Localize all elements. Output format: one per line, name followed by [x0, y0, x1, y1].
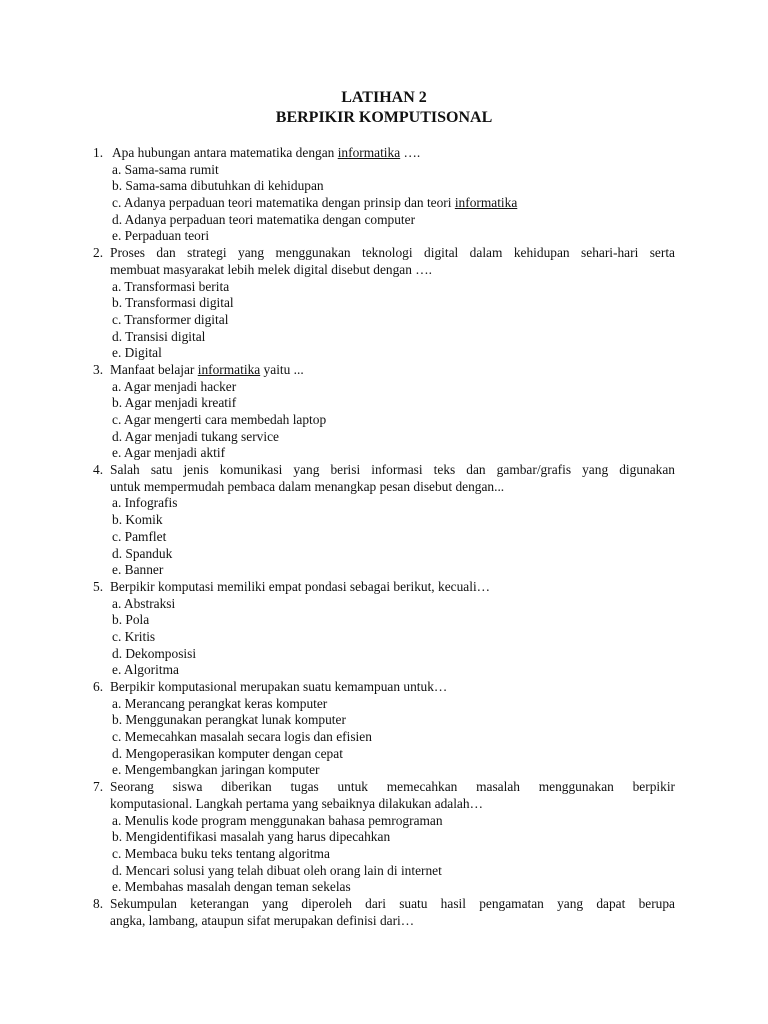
text-segment: a. Transformasi berita — [112, 278, 230, 294]
answer-option — [93, 395, 675, 412]
question-list — [93, 145, 675, 929]
text-segment: c. Adanya perpaduan teori matematika dengan prinsip dan teori — [112, 195, 455, 211]
question-text — [93, 245, 675, 262]
text-segment: d. Transisi digital — [112, 328, 206, 344]
question-number: 5. — [93, 578, 104, 594]
answer-option — [93, 712, 675, 729]
text-segment: c. Kritis — [112, 628, 156, 644]
question-number: 2. — [93, 245, 104, 261]
answer-option — [93, 162, 675, 179]
text-segment: b. Mengidentifikasi masalah yang harus dipecahkan — [112, 829, 391, 845]
answer-option — [93, 546, 675, 563]
question-text-content — [110, 462, 675, 479]
text-segment: e. Algoritma — [112, 662, 179, 678]
text-segment: a. Merancang perangkat keras komputer — [112, 695, 328, 711]
text-segment: c. Pamflet — [112, 528, 167, 544]
answer-option — [93, 212, 675, 229]
answer-option — [93, 646, 675, 663]
answer-option — [93, 529, 675, 546]
question-text-continued — [93, 796, 675, 813]
answer-option — [93, 662, 675, 679]
text-segment: untuk mempermudah pembaca dalam menangkap pesan disebut dengan... — [110, 478, 505, 494]
text-segment: Berpikir komputasi memiliki empat pondasi sebagai berikut, kecuali… — [110, 578, 491, 594]
text-segment: a. Sama-sama rumit — [112, 161, 219, 177]
answer-option — [93, 729, 675, 746]
answer-option — [93, 512, 675, 529]
text-segment: b. Sama-sama dibutuhkan di kehidupan — [112, 178, 324, 194]
answer-option — [93, 178, 675, 195]
answer-option — [93, 195, 675, 212]
answer-option — [93, 696, 675, 713]
question-text-content — [110, 362, 675, 379]
text-segment: …. — [400, 145, 421, 160]
text-segment: e. Digital — [112, 345, 162, 361]
answer-option — [93, 846, 675, 863]
text-segment: a. Infografis — [112, 495, 178, 511]
question-item — [93, 362, 675, 462]
text-segment: b. Menggunakan perangkat lunak komputer — [112, 712, 346, 728]
question-text — [93, 896, 675, 913]
question-text — [93, 779, 675, 796]
text-segment: Salah satu jenis komunikasi yang berisi informasi teks dan gambar/grafis yang digunakan — [110, 462, 675, 478]
question-text — [93, 145, 675, 162]
question-text-continued — [93, 913, 675, 930]
question-text-content — [110, 679, 675, 696]
text-segment: e. Perpaduan teori — [112, 228, 210, 244]
question-number: 4. — [93, 462, 104, 478]
text-segment: e. Agar menjadi aktif — [112, 445, 226, 461]
text-segment: c. Transformer digital — [112, 311, 229, 327]
text-segment: e. Mengembangkan jaringan komputer — [112, 762, 320, 778]
text-segment: Proses dan strategi yang menggunakan teknologi digital dalam kehidupan sehari-hari serta — [110, 245, 675, 261]
text-segment: c. Memecahkan masalah secara logis dan efisien — [112, 729, 372, 745]
question-number: 7. — [93, 779, 104, 795]
answer-option — [93, 863, 675, 880]
answer-option — [93, 813, 675, 830]
text-segment: a. Abstraksi — [112, 595, 176, 611]
text-segment: Berpikir komputasional merupakan suatu kemampuan untuk… — [110, 679, 448, 694]
text-segment: a. Agar menjadi hacker — [112, 378, 237, 394]
answer-option — [93, 279, 675, 296]
text-segment: Sekumpulan keterangan yang diperoleh dari suatu hasil pengamatan yang dapat berupa — [110, 895, 675, 911]
answer-option — [93, 495, 675, 512]
answer-option — [93, 879, 675, 896]
answer-option — [93, 312, 675, 329]
question-number: 8. — [93, 895, 104, 911]
question-text — [93, 579, 675, 596]
question-number: 6. — [93, 679, 104, 694]
text-segment: b. Pola — [112, 612, 150, 628]
text-segment: d. Mencari solusi yang telah dibuat oleh orang lain di internet — [112, 862, 442, 878]
text-segment: c. Agar mengerti cara membedah laptop — [112, 412, 327, 427]
text-segment: b. Agar menjadi kreatif — [112, 395, 237, 411]
text-segment: d. Dekomposisi — [112, 645, 197, 661]
question-number: 3. — [93, 361, 104, 377]
text-segment: b. Transformasi digital — [112, 295, 234, 311]
question-text-content — [112, 145, 675, 162]
answer-option — [93, 629, 675, 646]
question-item — [93, 679, 675, 779]
answer-option — [93, 762, 675, 779]
answer-option — [93, 746, 675, 763]
text-segment: d. Adanya perpaduan teori matematika dengan computer — [112, 211, 416, 227]
question-item — [93, 462, 675, 579]
underlined-term: informatika — [337, 145, 401, 160]
text-segment: komputasional. Langkah pertama yang sebaiknya dilakukan adalah… — [110, 795, 483, 811]
text-segment: e. Banner — [112, 562, 164, 578]
underlined-term: informatika — [454, 195, 518, 211]
text-segment: b. Komik — [112, 512, 163, 528]
question-text — [93, 362, 675, 379]
question-text-content — [110, 245, 675, 262]
question-item — [93, 779, 675, 896]
question-number: 1. — [93, 145, 104, 160]
answer-option — [93, 445, 675, 462]
answer-option — [93, 295, 675, 312]
text-segment: angka, lambang, ataupun sifat merupakan definisi dari… — [110, 912, 415, 928]
text-segment: a. Menulis kode program menggunakan bahasa pemrograman — [112, 812, 443, 828]
question-item — [93, 579, 675, 679]
text-segment: Seorang siswa diberikan tugas untuk memecahkan masalah menggunakan berpikir — [110, 779, 675, 795]
text-segment: d. Agar menjadi tukang service — [112, 428, 279, 444]
text-segment: yaitu ... — [260, 361, 304, 377]
text-segment: Manfaat belajar — [110, 361, 198, 377]
answer-option — [93, 596, 675, 613]
underlined-term: informatika — [197, 361, 261, 377]
document-subtitle: BERPIKIR KOMPUTISONAL — [275, 109, 493, 126]
answer-option — [93, 429, 675, 446]
answer-option — [93, 829, 675, 846]
text-segment: e. Membahas masalah dengan teman sekelas — [112, 879, 351, 895]
question-item — [93, 245, 675, 362]
text-segment: membuat masyarakat lebih melek digital disebut dengan …. — [110, 261, 433, 277]
question-text — [93, 462, 675, 479]
text-segment: Apa hubungan antara matematika dengan — [112, 145, 338, 160]
answer-option — [93, 329, 675, 346]
document-title: LATIHAN 2 — [341, 89, 427, 106]
answer-option — [93, 412, 675, 429]
answer-option — [93, 228, 675, 245]
question-text-content — [110, 896, 675, 913]
question-text-continued — [93, 479, 675, 496]
answer-option — [93, 612, 675, 629]
question-text-content — [110, 579, 675, 596]
text-segment: d. Mengoperasikan komputer dengan cepat — [112, 745, 343, 761]
question-item — [93, 896, 675, 929]
answer-option — [93, 379, 675, 396]
answer-option — [93, 345, 675, 362]
question-text-content — [110, 779, 675, 796]
question-text-continued — [93, 262, 675, 279]
text-segment: d. Spanduk — [112, 545, 173, 561]
question-item — [93, 145, 675, 245]
answer-option — [93, 562, 675, 579]
question-text — [93, 679, 675, 696]
text-segment: c. Membaca buku teks tentang algoritma — [112, 845, 330, 861]
